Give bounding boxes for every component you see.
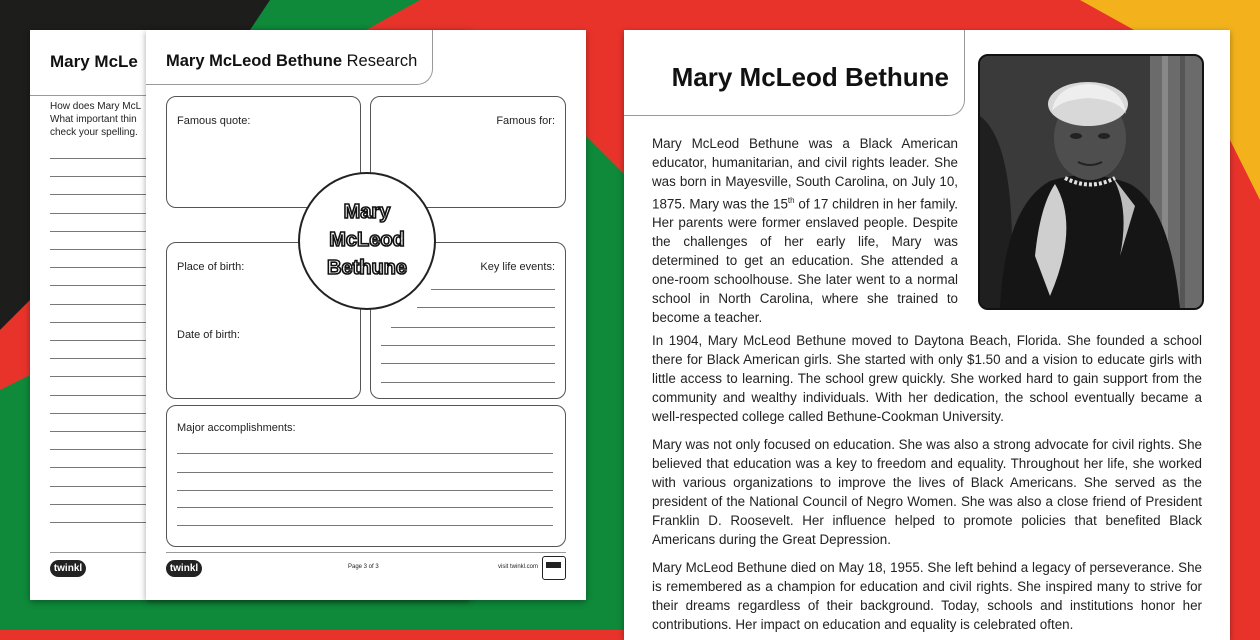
place-of-birth-label: Place of birth: [177,261,245,273]
back-prompt [50,100,150,139]
visit-twinkl-link[interactable]: visit twinkl.com [498,564,539,570]
prompt-line: What important thin [50,114,137,125]
writing-line [50,522,150,523]
major-accomplishments-label: Major accomplishments: [177,422,296,434]
center-name-line: Bethune [327,257,407,279]
reading-passage-page [624,30,1230,640]
writing-line [50,322,150,323]
answer-line [381,363,555,364]
paragraph-1: Mary McLeod Bethune was a Black American educator, humanitarian, and civil rights leader. She was born in Mayesville, South Carolina, on July 10, 1875. Mary was the 15th of 17 children in her family. Her parents were former enslaved people. Despite the challenges of her early life, Mary was determined to get an education. She attended a one-room schoolhouse. She later went to a normal school in North Carolina, where she trained to become a teacher. [652,136,958,326]
portrait-photo [978,54,1204,310]
writing-line [50,358,150,359]
writing-line [50,194,150,195]
center-name-line: Mary [343,201,391,223]
center-name [300,198,434,282]
writing-line [50,213,150,214]
center-name-circle [298,172,436,310]
major-accomplishments-box[interactable] [166,405,566,547]
writing-line [50,376,150,377]
ordinal-suffix: th [787,196,795,205]
worksheet-title-rest: Research [346,52,418,70]
writing-line [50,431,150,432]
answer-line [177,507,553,508]
twinkl-logo: twinkl [166,560,202,577]
writing-line [50,231,150,232]
paragraph-2: In 1904, Mary McLeod Bethune moved to Daytona Beach, Florida. She founded a school there for Black American girls. She started with only $1.50 and a vision to educate girls with little access to learning. The school grew quickly. She worked hard to gain support from the community and wealthy individuals. With her dedication, the school eventually became a well-respected college called Bethune-Cookman University. [652,333,1202,424]
writing-line [50,340,150,341]
answer-line [177,525,553,526]
paragraph-3: Mary was not only focused on education. She was also a strong advocate for civil rights. She believed that education was a key to freedom and equality. Throughout her life, she worked with various organizations to improve the lives of Black Americans. She served as the president of the National Council of Negro Women. She was also a close friend of President Franklin D. Roosevelt. Her influence helped to promote policies that benefited Black Americans during the Great Depression. [652,437,1202,547]
article-title-tab [624,30,965,116]
writing-line [50,504,150,505]
date-of-birth-label: Date of birth: [177,329,240,341]
worksheet-title [166,52,417,71]
paragraph-4: Mary McLeod Bethune died on May 18, 1955. She left behind a legacy of perseverance. She is remembered as a champion for education and civil rights. She inspired many to strive for their dreams regardless of their background. Today, schools and institutions honor her contributions. Her impact on education and equality is celebrated often. [652,560,1202,632]
writing-line [50,395,150,396]
quality-badge-icon [542,556,566,580]
writing-line [50,285,150,286]
page-number: Page 3 of 3 [348,564,379,570]
answer-line [417,307,555,308]
writing-line [50,304,150,305]
writing-line [50,467,150,468]
key-life-events-label: Key life events: [480,261,555,273]
answer-line [391,327,555,328]
twinkl-logo: twinkl [50,560,86,577]
answer-line [381,382,555,383]
answer-line [431,289,555,290]
center-name-line: McLeod [329,229,405,251]
portrait-icon [980,56,1202,308]
worksheet-footer-divider [166,552,566,553]
article-title: Mary McLeod Bethune [671,62,949,92]
back-page-title: Mary McLe [50,52,138,71]
writing-line [50,486,150,487]
writing-line [50,158,150,159]
worksheet-title-tab [146,30,433,85]
prompt-line: How does Mary McL [50,101,142,112]
writing-line [50,176,150,177]
writing-line [50,267,150,268]
writing-line [50,413,150,414]
famous-for-label: Famous for: [496,115,555,127]
writing-line [50,449,150,450]
answer-line [381,345,555,346]
famous-quote-label: Famous quote: [177,115,251,127]
answer-line [177,490,553,491]
writing-line [50,249,150,250]
research-worksheet-page [146,30,586,600]
answer-line [177,453,553,454]
prompt-line: check your spelling. [50,127,138,138]
answer-line [177,472,553,473]
worksheet-title-bold: Mary McLeod Bethune [166,52,343,70]
